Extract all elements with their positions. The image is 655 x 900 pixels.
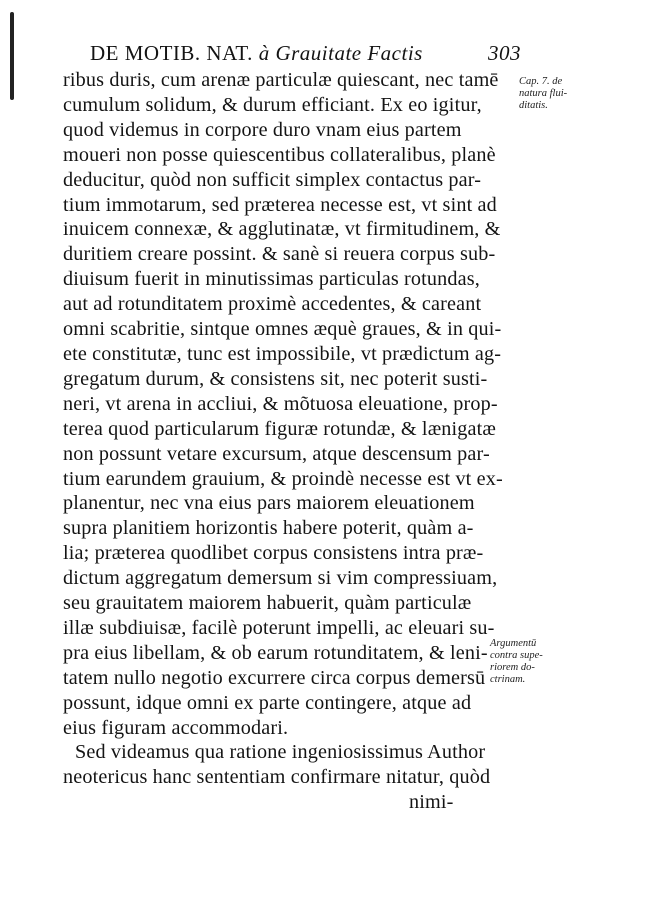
text-line: neotericus hanc sententiam confirmare nitatur, quòd	[63, 766, 491, 789]
main-text-block	[63, 68, 511, 815]
text-line: planentur, nec vna eius pars maiorem eleuationem	[63, 492, 475, 515]
marginal-note-line: ctrinam.	[490, 674, 526, 685]
text-line: lia; præterea quodlibet corpus consistens intra præ-	[63, 542, 484, 565]
text-line: duritiem creare possint. & sanè si reuera corpus sub-	[63, 243, 496, 266]
marginal-note-line: Argumentū	[490, 638, 537, 649]
text-line: possunt, idque omni ex parte contingere, atque ad	[63, 691, 472, 714]
text-line: eius figuram accommodari.	[63, 716, 289, 739]
running-header	[90, 40, 520, 66]
page-number: 303	[488, 41, 521, 65]
text-line: aut ad rotunditatem proximè accedentes, & careant	[63, 293, 482, 316]
text-line: ete constitutæ, tunc est impossibile, vt prædictum ag-	[63, 342, 502, 365]
text-line: tatem nullo negotio excurrere circa corpus demersū	[63, 666, 486, 689]
text-line: seu grauitatem maiorem habuerit, quàm particulæ	[63, 592, 472, 615]
text-line: neri, vt arena in accliui, & mõtuosa eleuatione, prop-	[63, 392, 498, 415]
marginal-note-chapter-reference	[519, 76, 567, 112]
marginal-note-line: natura flui-	[519, 88, 568, 99]
catchword: nimi-	[409, 791, 454, 814]
text-line: diuisum fuerit in minutissimas particulas rotundas,	[63, 268, 480, 291]
text-line: deducitur, quòd non sufficit simplex contactus par-	[63, 168, 482, 191]
text-line: non possunt vetare excursum, atque descensum par-	[63, 442, 490, 465]
text-line: cumulum solidum, & durum efficiant. Ex eo igitur,	[63, 93, 482, 116]
text-line: dictum aggregatum demersum si vim compressiuam,	[63, 567, 498, 590]
text-line: ribus duris, cum arenæ particulæ quiescant, nec tamē	[63, 69, 499, 91]
text-line: tium immotarum, sed præterea necesse est, vt sint ad	[63, 193, 497, 216]
paragraph-start-line: Sed videamus qua ratione ingeniosissimus Author	[75, 741, 486, 764]
marginal-note-line: contra supe-	[490, 650, 543, 661]
text-line: quod videmus in corpore duro vnam eius partem	[63, 118, 462, 141]
text-line: inuicem connexæ, & agglutinatæ, vt firmitudinem, &	[63, 218, 501, 241]
marginal-note-argument	[490, 638, 543, 686]
running-head-subtitle: à Grauitate Factis	[258, 41, 423, 65]
text-line: pra eius libellam, & ob earum rotunditatem, & leni-	[63, 641, 488, 664]
running-head-title: DE MOTIB. NAT.	[90, 41, 253, 65]
marginal-note-line: ditatis.	[519, 100, 548, 111]
text-line: supra planitiem horizontis habere poterit, quàm a-	[63, 517, 474, 540]
marginal-note-line: riorem do-	[490, 662, 535, 673]
binding-edge-mark	[10, 12, 14, 100]
text-line: gregatum durum, & consistens sit, nec poterit susti-	[63, 367, 488, 390]
text-line: moueri non posse quiescentibus collateralibus, planè	[63, 143, 496, 166]
text-line: terea quod particularum figuræ rotundæ, & lænigatæ	[63, 417, 497, 440]
text-line: omni scabritie, sintque omnes æquè graues, & in qui-	[63, 318, 502, 341]
text-line: illæ subdiuisæ, facilè poterunt impelli, ac eleuari su-	[63, 616, 495, 639]
marginal-note-line: Cap. 7. de	[519, 76, 563, 87]
text-line: tium earundem grauium, & proindè necesse est vt ex-	[63, 467, 503, 490]
